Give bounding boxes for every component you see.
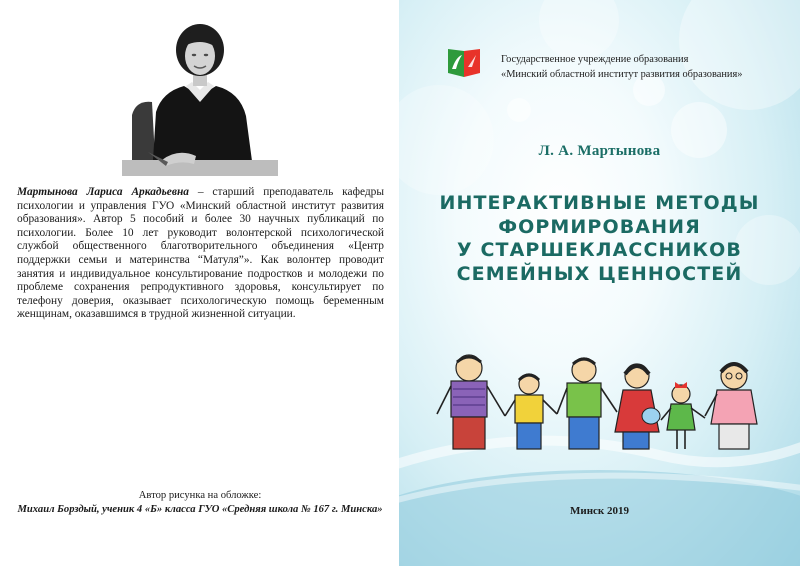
front-cover bbox=[399, 0, 800, 566]
book-title bbox=[429, 192, 770, 286]
figure-father bbox=[437, 355, 505, 449]
institution-line2: «Минский областной институт развития образования» bbox=[501, 69, 743, 80]
figure-boy-yellow bbox=[505, 374, 557, 449]
cover-artist-label: Автор рисунка на обложке: bbox=[138, 490, 262, 501]
cover-artist-name: Михаил Борздый, ученик 4 «Б» класса ГУО «Средняя школа № 167 г. Минска» bbox=[17, 504, 383, 515]
title-line-4: СЕМЕЙНЫХ ЦЕННОСТЕЙ bbox=[456, 262, 743, 285]
author-photo bbox=[122, 20, 278, 176]
figure-mother bbox=[615, 364, 660, 449]
author-bio-text: – старший преподаватель кафедры психологии и управления ГУО «Минский областной институт развития образования». Автор 5 пособий и более 30 научных публикаций по психологии. Более 10 лет руководит волонтерской психологической службой общественного благотворительного объединения «Центр поддержки семьи и материнства “Матуля”». Как волонтер проводит занятия и индивидуальное консультирование подростков и молодежи по проблеме сохранения репродуктивного здоровья, консультирует по телефону доверия, оказывает психологическую помощь беременным женщинам, оказавшимся в трудной жизненной ситуации. bbox=[17, 186, 384, 321]
book-author: Л. А. Мартынова bbox=[538, 143, 661, 159]
title-line-3: У СТАРШЕКЛАССНИКОВ bbox=[457, 239, 742, 261]
figure-girl bbox=[661, 382, 705, 449]
title-line-2: ФОРМИРОВАНИЯ bbox=[498, 215, 701, 238]
cover-credit bbox=[10, 489, 390, 517]
figure-grandmother bbox=[705, 363, 757, 449]
institution-name bbox=[501, 52, 771, 82]
author-bio bbox=[17, 186, 384, 322]
city-year: Минск 2019 bbox=[569, 505, 630, 517]
institution-line1: Государственное учреждение образования bbox=[501, 54, 689, 65]
author-name: Мартынова Лариса Аркадьевна bbox=[17, 186, 189, 198]
family-drawing bbox=[429, 354, 779, 464]
title-line-1: ИНТЕРАКТИВНЫЕ МЕТОДЫ bbox=[439, 192, 760, 214]
figure-boy-green bbox=[557, 358, 617, 449]
institute-logo bbox=[444, 47, 484, 79]
